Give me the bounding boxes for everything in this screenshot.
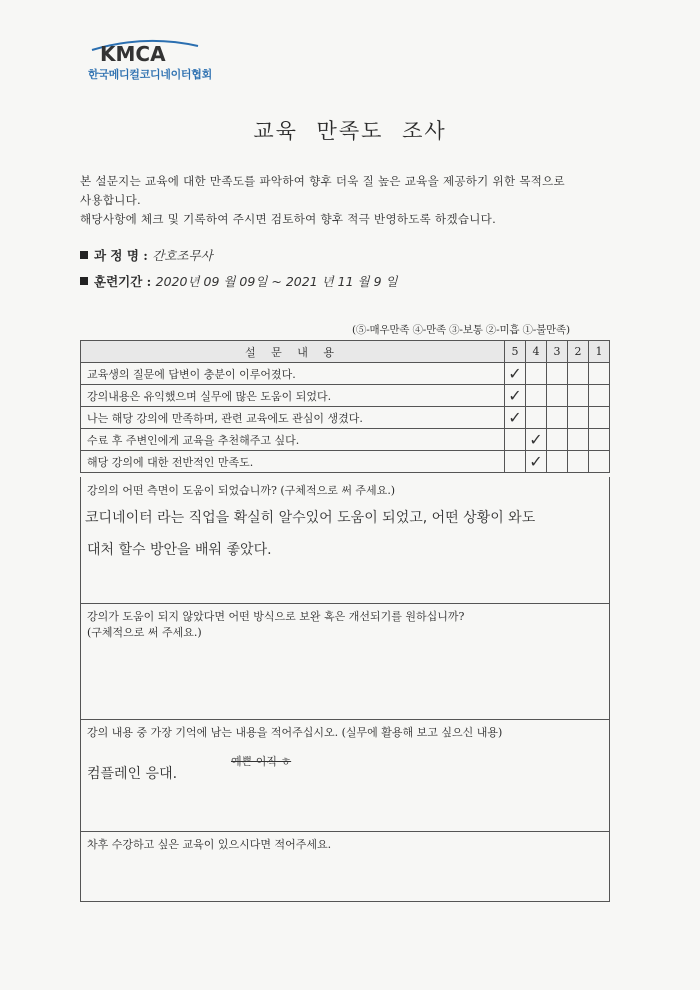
table-row (81, 407, 610, 429)
column-header-content: 설 문 내 용 (81, 341, 505, 363)
column-header-4: 4 (526, 341, 547, 363)
organization-name: 한국메디컬코디네이터협회 (88, 68, 212, 81)
rating-cell-1[interactable] (589, 451, 610, 473)
rating-cell-1[interactable] (589, 385, 610, 407)
check-mark-icon: ✓ (508, 363, 522, 383)
table-row (81, 451, 610, 473)
bullet-square-icon (80, 277, 88, 285)
table-row (81, 429, 610, 451)
rating-cell-5[interactable] (505, 451, 526, 473)
answer-1-line-1: 코디네이터 라는 직업을 확실히 알수있어 도움이 되었고, 어떤 상황이 와도 (85, 510, 536, 526)
answer-3-text: 컴플레인 응대. (87, 766, 178, 782)
survey-question-5: 해당 강의에 대한 전반적인 만족도. (81, 451, 505, 473)
page-title: 교육 만족도 조사 (253, 119, 447, 143)
intro-line-2: 사용합니다. (80, 193, 141, 207)
rating-cell-4[interactable] (526, 363, 547, 385)
table-row (81, 363, 610, 385)
rating-cell-3[interactable] (547, 385, 568, 407)
rating-cell-5[interactable] (505, 407, 526, 429)
rating-cell-2[interactable] (568, 407, 589, 429)
check-mark-icon: ✓ (508, 385, 522, 405)
open-question-box-3 (80, 719, 610, 832)
rating-cell-3[interactable] (547, 363, 568, 385)
table-header-row (81, 341, 610, 363)
satisfaction-table (80, 340, 610, 473)
rating-cell-2[interactable] (568, 385, 589, 407)
rating-cell-2[interactable] (568, 429, 589, 451)
intro-line-1: 본 설문지는 교육에 대한 만족도를 파악하여 향후 더욱 질 높은 교육을 제공하기 위한 목적으로 (80, 174, 565, 188)
period-field (80, 272, 398, 290)
bullet-square-icon (80, 251, 88, 259)
rating-cell-3[interactable] (547, 407, 568, 429)
check-mark-icon: ✓ (529, 451, 543, 471)
question-1-text: 강의의 어떤 측면이 도움이 되었습니까? (구체적으로 써 주세요.) (87, 484, 396, 497)
question-3-text: 강의 내용 중 가장 기억에 남는 내용을 적어주십시오. (실무에 활용해 보고 싶으신 내용) (87, 726, 503, 739)
rating-cell-1[interactable] (589, 363, 610, 385)
rating-cell-4[interactable] (526, 451, 547, 473)
survey-question-2: 강의내용은 유익했으며 실무에 많은 도움이 되었다. (81, 385, 505, 407)
column-header-2: 2 (568, 341, 589, 363)
answer-1-line-2: 대처 할수 방안을 배워 좋았다. (87, 542, 272, 558)
question-2-line-2: (구체적으로 써 주세요.) (87, 626, 202, 639)
period-label: 훈련기간 : (94, 274, 152, 289)
check-mark-icon: ✓ (529, 429, 543, 449)
course-label: 과 정 명 : (94, 248, 148, 263)
rating-cell-4[interactable] (526, 407, 547, 429)
survey-question-3: 나는 해당 강의에 만족하며, 관련 교육에도 관심이 생겼다. (81, 407, 505, 429)
course-value: 간호조무사 (152, 248, 213, 263)
question-4-text: 차후 수강하고 싶은 교육이 있으시다면 적어주세요. (87, 838, 332, 851)
kmca-logo (90, 36, 200, 64)
column-header-5: 5 (505, 341, 526, 363)
open-question-box-1 (80, 477, 610, 604)
rating-cell-2[interactable] (568, 363, 589, 385)
rating-cell-5[interactable] (505, 385, 526, 407)
rating-cell-1[interactable] (589, 407, 610, 429)
rating-cell-5[interactable] (505, 429, 526, 451)
course-field (80, 246, 213, 264)
column-header-1: 1 (589, 341, 610, 363)
rating-cell-1[interactable] (589, 429, 610, 451)
intro-line-3: 해당사항에 체크 및 기록하여 주시면 검토하여 향후 적극 반영하도록 하겠습니다. (80, 212, 497, 226)
rating-cell-4[interactable] (526, 429, 547, 451)
open-question-box-2 (80, 603, 610, 720)
period-value: 2020년 09 월 09일 ~ 2021 년 11 월 9 일 (155, 274, 398, 289)
survey-question-1: 교육생의 질문에 답변이 충분이 이루어졌다. (81, 363, 505, 385)
table-row (81, 385, 610, 407)
rating-cell-2[interactable] (568, 451, 589, 473)
rating-cell-4[interactable] (526, 385, 547, 407)
rating-cell-3[interactable] (547, 429, 568, 451)
svg-text:KMCA: KMCA (100, 42, 166, 64)
question-2-line-1: 강의가 도움이 되지 않았다면 어떤 방식으로 보완 혹은 개선되기를 원하십니까? (87, 610, 465, 623)
question-2-text (87, 609, 464, 641)
rating-cell-5[interactable] (505, 363, 526, 385)
open-question-box-4 (80, 831, 610, 902)
rating-scale-legend: (⑤-매우만족 ④-만족 ③-보통 ②-미흡 ①-불만족) (352, 324, 570, 336)
answer-3-crossed-out: 예쁜 이직 ㅎ (231, 755, 292, 768)
survey-question-4: 수료 후 주변인에게 교육을 추천해주고 싶다. (81, 429, 505, 451)
check-mark-icon: ✓ (508, 407, 522, 427)
rating-cell-3[interactable] (547, 451, 568, 473)
column-header-3: 3 (547, 341, 568, 363)
